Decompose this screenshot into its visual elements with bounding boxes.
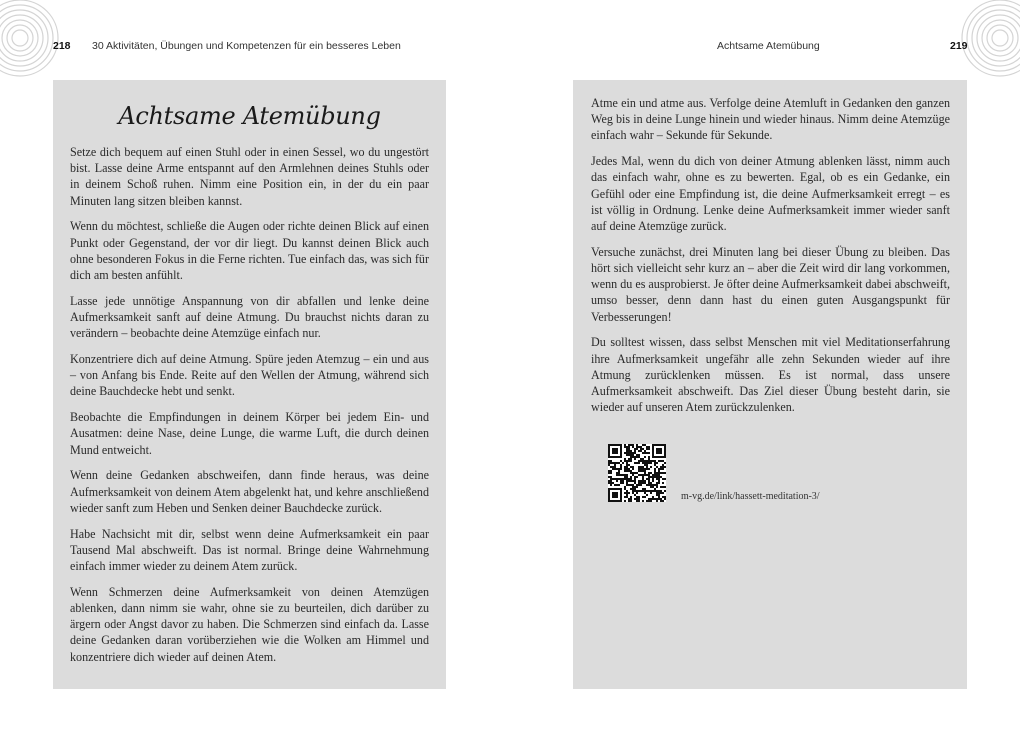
paragraph: Versuche zunächst, drei Minuten lang bei dieser Übung zu bleiben. Das hört sich vielleicht sehr kurz an – aber die Zeit wird dir lang vorkommen, wenn du es ausprobierst. Je öfter deine Aufmerksamkeit dabei abschweift, umso besser, denn dann hast du einen guten Ausgangspunkt für Verbesserungen! (591, 244, 951, 324)
paragraph: Setze dich bequem auf einen Stuhl oder in einen Sessel, wo du ungestört bist. Lasse deine Arme entspannt auf den Armlehnen deines Stuhls oder in deinem Schoß ruhen. Nimm eine Position ein, in der du ein paar Minuten lang sitzen bleiben kannst. (70, 145, 429, 208)
paragraph: Wenn Schmerzen deine Aufmerksamkeit von deinen Atemzügen ablenken, dann nimm sie wahr, ohne sie zu beurteilen, dich darüber zu ärgern oder Angst davor zu haben. Die Schmerzen sind einfach da. Lasse deine Gedanken daran vorüberziehen wie die Wolken am Himmel und konzentriere dich wieder auf deinen Atem. (70, 584, 429, 664)
left-content-panel (53, 80, 446, 689)
right-running-head: Achtsame Atemübung (717, 40, 820, 52)
left-page-number: 218 (53, 40, 71, 52)
qr-block (608, 444, 820, 502)
paragraph: Konzentriere dich auf deine Atmung. Spüre jeden Atemzug – ein und aus – von Anfang bis Ende. Reite auf den Wellen der Atmung, während sich deine Bauchdecke hebt und senkt. (70, 352, 429, 399)
left-running-head: 30 Aktivitäten, Übungen und Kompetenzen für ein besseres Leben (92, 40, 401, 52)
right-page-number: 219 (950, 40, 968, 52)
paragraph: Wenn deine Gedanken abschweifen, dann finde heraus, was deine Aufmerksamkeit von deinem Atem abgelenkt hat, und kehre anschließend wieder sanft zum Heben und Senken deiner Bauchdecke zurück. (70, 468, 429, 515)
paragraph: Du solltest wissen, dass selbst Menschen mit viel Meditationserfahrung ihre Aufmerksamkeit ungefähr alle zehn Sekunden wieder auf ihre Atmung zurücklenken müssen. Es ist normal, dass unsere Aufmerksamkeit abschweift. Das Ziel dieser Übung besteht darin, sie wieder auf unseren Atem zurückzulenken. (591, 335, 950, 415)
paragraph: Habe Nachsicht mit dir, selbst wenn deine Aufmerksamkeit ein paar Tausend Mal abschweift. Das ist normal. Bringe deine Wahrnehmung einfach immer wieder zu deinem Atem zurück. (70, 526, 429, 574)
right-content-panel (573, 80, 967, 689)
paragraph: Lasse jede unnötige Anspannung von dir abfallen und lenke deine Aufmerksamkeit sanft auf deine Atmung. Du brauchst nichts daran zu verändern – beobachte deine Atemzüge einfach nur. (70, 293, 429, 341)
paragraph: Atme ein und atme aus. Verfolge deine Atemluft in Gedanken den ganzen Weg bis in deine Lunge hinein und wieder hinaus. Nimm deine Atemzüge einfach wahr – Sekunde für Sekunde. (591, 96, 950, 143)
qr-link-text[interactable]: m-vg.de/link/hassett-meditation-3/ (681, 491, 820, 502)
spiral-decoration-left (0, 0, 60, 80)
paragraph: Beobachte die Empfindungen in deinem Körper bei jedem Ein- und Ausatmen: deine Nase, deine Lunge, die warme Luft, die durch deinen Mund entweicht. (70, 410, 429, 457)
exercise-title: Achtsame Atemübung (118, 102, 381, 130)
paragraph: Jedes Mal, wenn du dich von deiner Atmung ablenken lässt, nimm auch das einfach wahr, ohne es zu bewerten. Egal, ob es ein Gedanke, ein Gefühl oder eine Empfindung ist, die deine Aufmerksamkeit erregt – es ist völlig in Ordnung. Lenke deine Aufmerksamkeit immer wieder sanft auf deine Atemzüge zurück. (591, 154, 950, 234)
qr-code[interactable] (608, 444, 666, 502)
paragraph: Wenn du möchtest, schließe die Augen oder richte deinen Blick auf einen Punkt oder Gegenstand, der vor dir liegt. Du kannst deinen Blick auch ohne besonderen Fokus in die Ferne richten. Tue einfach das, was sich für dich am besten anfühlt. (70, 219, 429, 283)
spiral-decoration-right (960, 0, 1020, 80)
